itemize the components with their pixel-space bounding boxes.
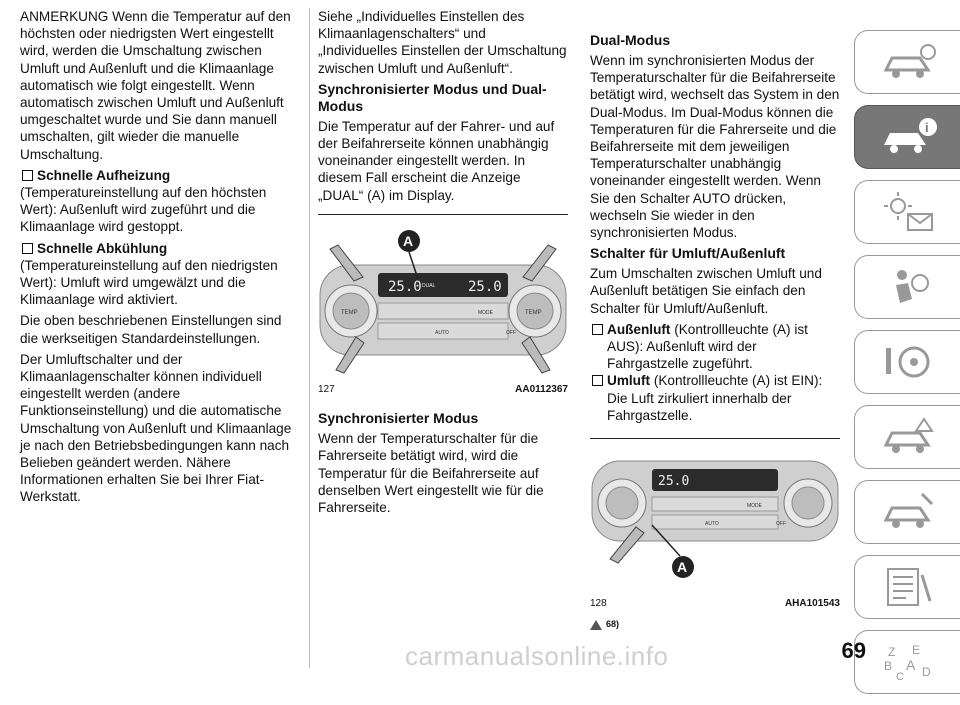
bullet-quick-cooling bbox=[20, 240, 300, 257]
figure-127 bbox=[318, 214, 568, 398]
warning-lights-icon bbox=[878, 190, 938, 234]
off-button: OFF bbox=[506, 329, 516, 336]
column-2 bbox=[318, 8, 568, 520]
paragraph-dual: Wenn im synchronisierten Modus der Temperaturschalter für die Beifahrerseite betätigt wird, wechselt das System in den Dual-Modus. Im Dual-Modus können die Temperaturen für die Fahrerseite und die Beifahrerseite mit dem jeweiligen Temperaturschalter unabhängig voneinander eingestellt werden. Wenn Sie den Schalter AUTO drücken, wechseln Sie wieder in den synchronisierten Modus. bbox=[590, 53, 840, 241]
figure-id: AHA101543 bbox=[784, 598, 840, 610]
checkbox-icon bbox=[592, 324, 603, 335]
display-right-temp: 25.0 bbox=[468, 278, 502, 295]
airbag-icon bbox=[878, 265, 938, 309]
tab-car-info[interactable] bbox=[854, 30, 960, 94]
page-number: 69 bbox=[841, 638, 866, 663]
climate-panel-recirc-image bbox=[590, 439, 840, 589]
bullet-text: (Kontrollleuchte (A) ist AUS): Außenluft wird der Fahrgastzelle zugeführt. bbox=[607, 321, 808, 372]
heading-sync: Synchronisierter Modus bbox=[318, 410, 479, 427]
warning-reference bbox=[590, 616, 840, 633]
tab-index[interactable] bbox=[854, 630, 960, 694]
svg-text:Z: Z bbox=[888, 645, 896, 659]
bullet-title: Schnelle Abkühlung bbox=[37, 240, 168, 256]
svg-text:D: D bbox=[922, 665, 931, 679]
car-i-icon bbox=[878, 115, 938, 159]
callout-a: A bbox=[403, 232, 414, 249]
mode-button: MODE bbox=[747, 503, 762, 510]
svg-text:A: A bbox=[906, 657, 916, 673]
warning-triangle-icon bbox=[590, 620, 602, 630]
column-divider bbox=[309, 8, 310, 668]
bullet-title: Schnelle Aufheizung bbox=[37, 167, 171, 183]
svg-text:E: E bbox=[912, 643, 921, 657]
figure-id: AA0112367 bbox=[515, 384, 568, 396]
paragraph-sync: Wenn der Temperaturschalter für die Fahrerseite betätigt wird, wird die Temperatur für die Beifahrerseite auf denselben Wert eingestellt wie für die Fahrerseite. bbox=[318, 431, 544, 516]
heading-sync-dual: Synchronisierter Modus und Dual-Modus bbox=[318, 80, 547, 114]
watermark: carmanualsonline.info bbox=[405, 641, 669, 671]
chapter-tabs bbox=[854, 30, 960, 705]
bullet-recirculation bbox=[590, 372, 840, 424]
heading-dual: Dual-Modus bbox=[590, 32, 671, 48]
checkbox-icon bbox=[592, 375, 603, 386]
callout-a: A bbox=[677, 559, 688, 576]
column-3 bbox=[590, 8, 840, 634]
figure-number: 128 bbox=[590, 598, 607, 610]
steering-key-icon bbox=[878, 340, 938, 384]
figure-caption bbox=[318, 381, 568, 398]
paragraph-custom: Der Umluftschalter und der Klimaanlagenschalter können individuell eingestellt werden (andere Funktionseinstellung) und die automatische Umschaltung von Außenluft und Klimaanlage je nach den Betriebsbedingungen kann nach Belieben geändert werden. Nähere Informationen erhalten Sie bei Ihrer Fiat-Werkstatt. bbox=[20, 351, 292, 505]
warning-ref-text: 68) bbox=[606, 619, 620, 630]
bullet-text: (Temperatureinstellung auf den höchsten Wert): Außenluft wird zugeführt und die Klimaanlage wird gestoppt. bbox=[20, 185, 267, 235]
paragraph-dual-intro: Die Temperatur auf der Fahrer- und auf der Beifahrerseite können unabhängig voneinander eingestellt werden. In diesem Fall erscheint die Anzeige „DUAL“ (A) im Display. bbox=[318, 118, 555, 203]
heading-recirc: Schalter für Umluft/Außenluft bbox=[590, 245, 786, 262]
paragraph-reference: Siehe „Individuelles Einstellen des Klimaanlagenschalters“ und „Individuelles Einstellen der Umschaltung zwischen Umluft und Außenluft“. bbox=[318, 9, 567, 76]
climate-panel-dual-image bbox=[318, 215, 568, 375]
bullet-text: (Temperatureinstellung auf den niedrigsten Wert): Umluft wird umgewälzt und die Klimaanlage wird aktiviert. bbox=[20, 257, 278, 308]
car-service-icon bbox=[878, 490, 938, 534]
tab-specs[interactable] bbox=[854, 555, 960, 619]
tab-steering-key[interactable] bbox=[854, 330, 960, 394]
figure-128 bbox=[590, 438, 840, 634]
note-paragraph: ANMERKUNG Wenn die Temperatur auf den höchsten oder niedrigsten Wert eingestellt wird, werden die Umschaltung zwischen Umluft und Außenluft und die Klimaanlage automatisch wie folgt eingestellt. Wenn automatisch zwischen Umluft und Außenluft umgeschaltet wurde und Sie dann manuell umschalten, gilt wieder die manuelle Umschaltung. bbox=[20, 9, 291, 162]
off-button: OFF bbox=[776, 521, 786, 528]
tab-airbag[interactable] bbox=[854, 255, 960, 319]
bullet-text: (Kontrollleuchte (A) ist EIN): Die Luft zirkuliert innerhalb der Fahrgastzelle. bbox=[607, 373, 823, 423]
bullet-quick-heating bbox=[20, 167, 300, 184]
checkbox-icon bbox=[22, 170, 33, 181]
bullet-title: Außenluft bbox=[607, 321, 671, 337]
svg-text:C: C bbox=[896, 671, 904, 683]
auto-button: AUTO bbox=[435, 329, 449, 336]
car-info-icon bbox=[878, 40, 938, 84]
knob-label: TEMP bbox=[341, 309, 358, 316]
figure-caption bbox=[590, 595, 840, 612]
display-left-temp: 25.0 bbox=[388, 278, 422, 295]
bullet-title: Umluft bbox=[607, 373, 651, 389]
knob-label: TEMP bbox=[525, 309, 542, 316]
tab-car-i[interactable] bbox=[854, 105, 960, 169]
figure-number: 127 bbox=[318, 384, 335, 396]
tab-breakdown[interactable] bbox=[854, 405, 960, 469]
paragraph-defaults: Die oben beschriebenen Einstellungen sind die werkseitigen Standardeinstellungen. bbox=[20, 313, 282, 346]
car-breakdown-icon bbox=[878, 415, 938, 459]
display-dual: DUAL bbox=[422, 282, 436, 289]
mode-button: MODE bbox=[478, 309, 493, 316]
tab-service[interactable] bbox=[854, 480, 960, 544]
svg-text:B: B bbox=[884, 659, 893, 673]
auto-button: AUTO bbox=[705, 521, 719, 528]
display-temp: 25.0 bbox=[658, 474, 690, 490]
svg-text:i: i bbox=[925, 120, 929, 135]
tab-warning-lights[interactable] bbox=[854, 180, 960, 244]
paragraph-recirc: Zum Umschalten zwischen Umluft und Außenluft betätigen Sie einfach den Schalter für Umluft/Außenluft. bbox=[590, 266, 822, 316]
checkbox-icon bbox=[22, 243, 33, 254]
bullet-fresh-air bbox=[590, 321, 840, 373]
index-letters-icon bbox=[878, 640, 938, 684]
column-1 bbox=[20, 8, 300, 510]
specs-list-icon bbox=[878, 565, 938, 609]
